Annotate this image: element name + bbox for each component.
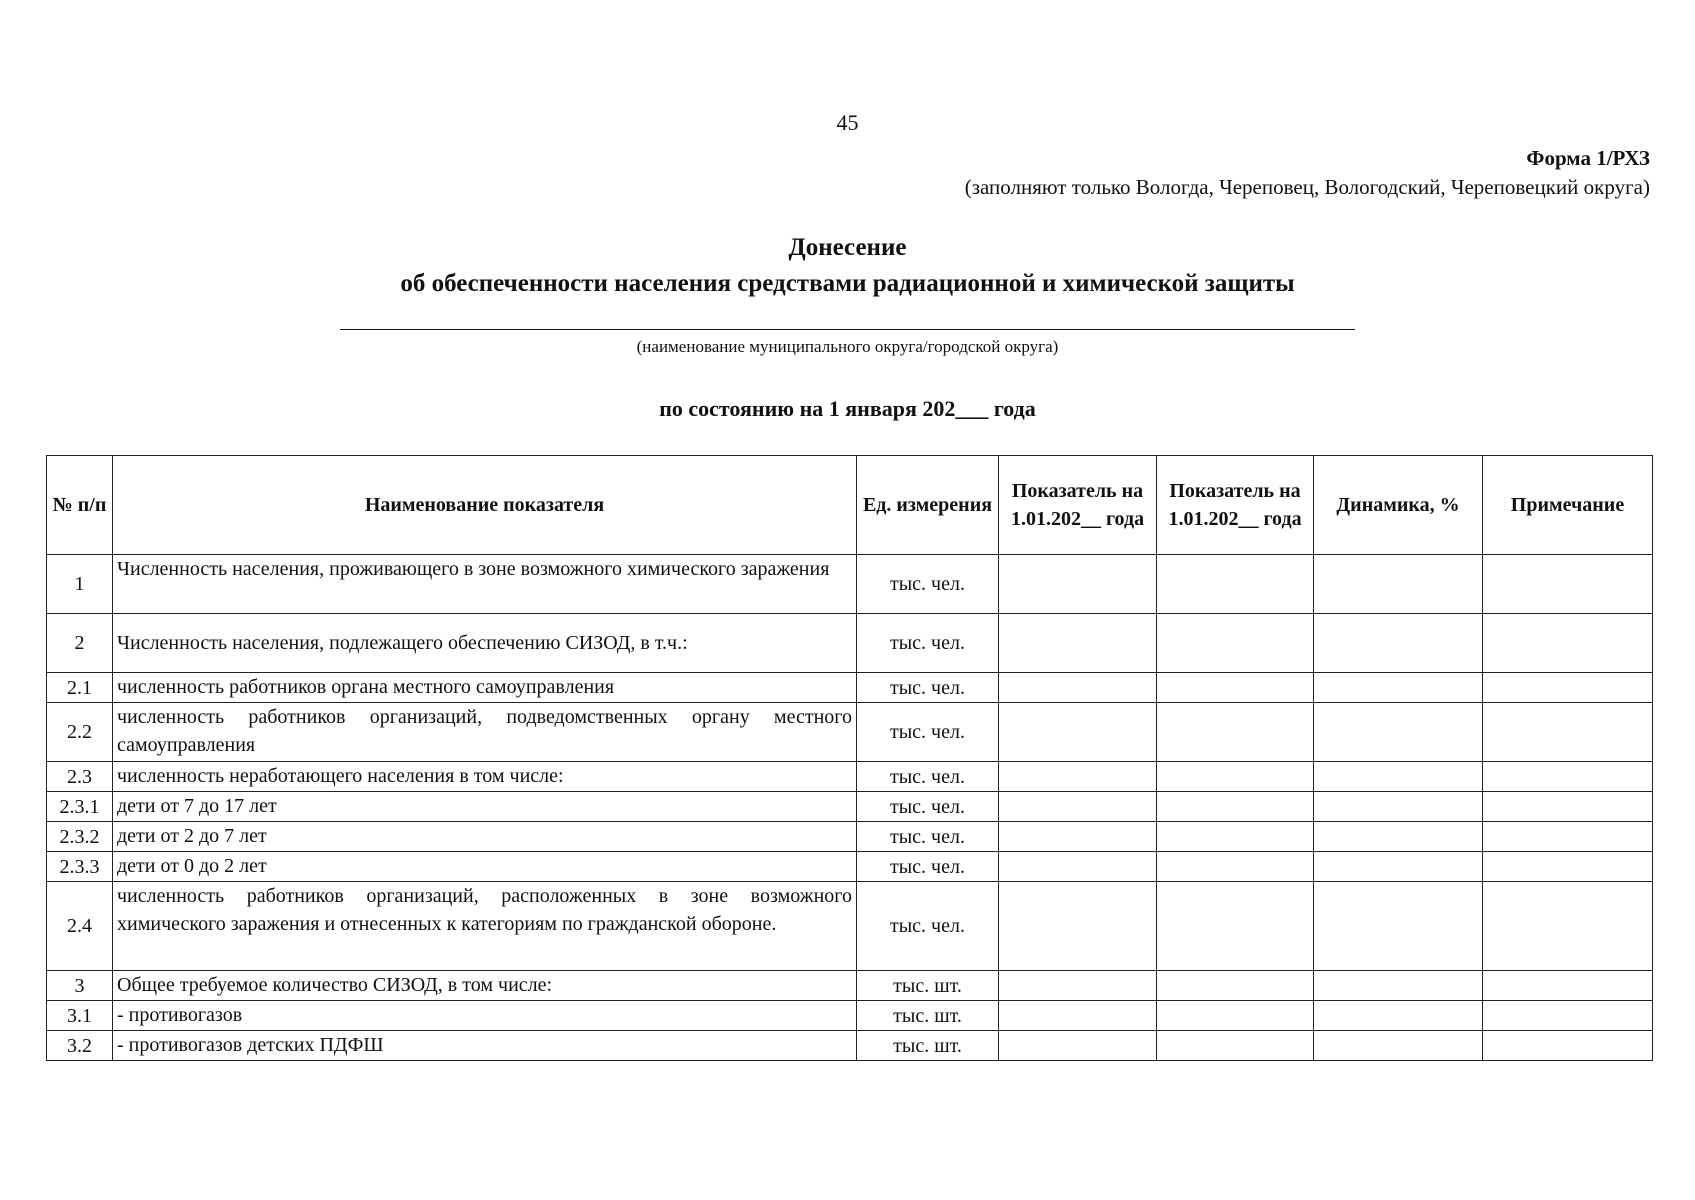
dynamics-cell[interactable] xyxy=(1314,1031,1483,1061)
header-dynamics: Динамика, % xyxy=(1314,456,1483,555)
dynamics-cell[interactable] xyxy=(1314,852,1483,882)
row-num: 3 xyxy=(47,971,113,1001)
value-2-cell[interactable] xyxy=(1157,852,1314,882)
row-unit: тыс. чел. xyxy=(857,762,999,792)
row-name: дети от 0 до 2 лет xyxy=(113,852,857,882)
value-1-cell[interactable] xyxy=(999,555,1157,614)
value-1-cell[interactable] xyxy=(999,971,1157,1001)
value-1-cell[interactable] xyxy=(999,673,1157,703)
note-cell[interactable] xyxy=(1483,1001,1653,1031)
note-cell[interactable] xyxy=(1483,882,1653,971)
value-2-cell[interactable] xyxy=(1157,971,1314,1001)
row-unit: тыс. шт. xyxy=(857,1001,999,1031)
note-cell[interactable] xyxy=(1483,673,1653,703)
table-row xyxy=(47,971,1653,1001)
row-num: 2.3.3 xyxy=(47,852,113,882)
value-2-cell[interactable] xyxy=(1157,703,1314,762)
row-unit: тыс. чел. xyxy=(857,792,999,822)
row-num: 2.4 xyxy=(47,882,113,971)
value-1-cell[interactable] xyxy=(999,614,1157,673)
dynamics-cell[interactable] xyxy=(1314,971,1483,1001)
note-cell[interactable] xyxy=(1483,852,1653,882)
row-name: Численность населения, проживающего в зоне возможного химического заражения xyxy=(113,555,857,614)
dynamics-cell[interactable] xyxy=(1314,882,1483,971)
row-name: численность неработающего населения в том числе: xyxy=(113,762,857,792)
document-title: Донесение xyxy=(788,234,907,261)
value-2-cell[interactable] xyxy=(1157,555,1314,614)
value-1-cell[interactable] xyxy=(999,852,1157,882)
table-row xyxy=(47,822,1653,852)
report-date-line: по состоянию на 1 января 202___ года xyxy=(659,396,1036,421)
note-cell[interactable] xyxy=(1483,792,1653,822)
row-num: 2.3.2 xyxy=(47,822,113,852)
row-unit: тыс. чел. xyxy=(857,614,999,673)
report-table xyxy=(46,455,1653,1061)
value-2-cell[interactable] xyxy=(1157,882,1314,971)
municipality-fill-caption: (наименование муниципального округа/городской округа) xyxy=(636,337,1059,356)
value-2-cell[interactable] xyxy=(1157,762,1314,792)
row-num: 2 xyxy=(47,614,113,673)
form-note: (заполняют только Вологда, Череповец, Вологодский, Череповецкий округа) xyxy=(964,175,1650,199)
row-num: 2.1 xyxy=(47,673,113,703)
table-row xyxy=(47,673,1653,703)
dynamics-cell[interactable] xyxy=(1314,1001,1483,1031)
header-value-2: Показатель на 1.01.202__ года xyxy=(1157,456,1314,555)
value-2-cell[interactable] xyxy=(1157,792,1314,822)
row-num: 2.3 xyxy=(47,762,113,792)
note-cell[interactable] xyxy=(1483,1031,1653,1061)
value-1-cell[interactable] xyxy=(999,1001,1157,1031)
row-name: численность работников организаций, подведомственных органу местного самоуправления xyxy=(113,703,857,762)
form-code: Форма 1/РХЗ xyxy=(1526,146,1650,170)
header-value-1: Показатель на 1.01.202__ года xyxy=(999,456,1157,555)
table-row xyxy=(47,762,1653,792)
dynamics-cell[interactable] xyxy=(1314,555,1483,614)
table-row xyxy=(47,703,1653,762)
value-1-cell[interactable] xyxy=(999,822,1157,852)
value-2-cell[interactable] xyxy=(1157,822,1314,852)
dynamics-cell[interactable] xyxy=(1314,792,1483,822)
row-name: Численность населения, подлежащего обеспечению СИЗОД, в т.ч.: xyxy=(113,614,857,673)
document-subtitle: об обеспеченности населения средствами радиационной и химической защиты xyxy=(400,270,1295,297)
header-note: Примечание xyxy=(1483,456,1653,555)
value-1-cell[interactable] xyxy=(999,762,1157,792)
table-row xyxy=(47,792,1653,822)
dynamics-cell[interactable] xyxy=(1314,673,1483,703)
row-unit: тыс. шт. xyxy=(857,971,999,1001)
page-number: 45 xyxy=(836,110,859,135)
value-2-cell[interactable] xyxy=(1157,614,1314,673)
note-cell[interactable] xyxy=(1483,614,1653,673)
value-2-cell[interactable] xyxy=(1157,673,1314,703)
row-unit: тыс. чел. xyxy=(857,852,999,882)
row-name: дети от 2 до 7 лет xyxy=(113,822,857,852)
row-num: 2.3.1 xyxy=(47,792,113,822)
row-unit: тыс. чел. xyxy=(857,822,999,852)
row-num: 3.2 xyxy=(47,1031,113,1061)
dynamics-cell[interactable] xyxy=(1314,822,1483,852)
row-num: 3.1 xyxy=(47,1001,113,1031)
table-row xyxy=(47,852,1653,882)
table-row xyxy=(47,1001,1653,1031)
row-unit: тыс. чел. xyxy=(857,555,999,614)
row-name: Общее требуемое количество СИЗОД, в том числе: xyxy=(113,971,857,1001)
table-header-row xyxy=(47,456,1653,555)
row-name: дети от 7 до 17 лет xyxy=(113,792,857,822)
header-num: № п/п xyxy=(47,456,113,555)
note-cell[interactable] xyxy=(1483,555,1653,614)
value-2-cell[interactable] xyxy=(1157,1031,1314,1061)
note-cell[interactable] xyxy=(1483,703,1653,762)
dynamics-cell[interactable] xyxy=(1314,703,1483,762)
value-2-cell[interactable] xyxy=(1157,1001,1314,1031)
value-1-cell[interactable] xyxy=(999,703,1157,762)
value-1-cell[interactable] xyxy=(999,792,1157,822)
dynamics-cell[interactable] xyxy=(1314,762,1483,792)
table-row xyxy=(47,882,1653,971)
header-unit: Ед. измерения xyxy=(857,456,999,555)
value-1-cell[interactable] xyxy=(999,882,1157,971)
dynamics-cell[interactable] xyxy=(1314,614,1483,673)
row-unit: тыс. шт. xyxy=(857,1031,999,1061)
municipality-fill-line xyxy=(340,329,1355,330)
row-name: - противогазов детских ПДФШ xyxy=(113,1031,857,1061)
row-name: численность работников организаций, расположенных в зоне возможного химического заражения и отнесенных к категориям по гражданской обороне. xyxy=(113,882,857,971)
row-num: 2.2 xyxy=(47,703,113,762)
row-name: численность работников органа местного самоуправления xyxy=(113,673,857,703)
value-1-cell[interactable] xyxy=(999,1031,1157,1061)
row-unit: тыс. чел. xyxy=(857,673,999,703)
row-unit: тыс. чел. xyxy=(857,882,999,971)
note-cell[interactable] xyxy=(1483,822,1653,852)
note-cell[interactable] xyxy=(1483,762,1653,792)
row-unit: тыс. чел. xyxy=(857,703,999,762)
table-row xyxy=(47,1031,1653,1061)
table-row xyxy=(47,555,1653,614)
row-name: - противогазов xyxy=(113,1001,857,1031)
row-num: 1 xyxy=(47,555,113,614)
header-name: Наименование показателя xyxy=(113,456,857,555)
note-cell[interactable] xyxy=(1483,971,1653,1001)
table-row xyxy=(47,614,1653,673)
